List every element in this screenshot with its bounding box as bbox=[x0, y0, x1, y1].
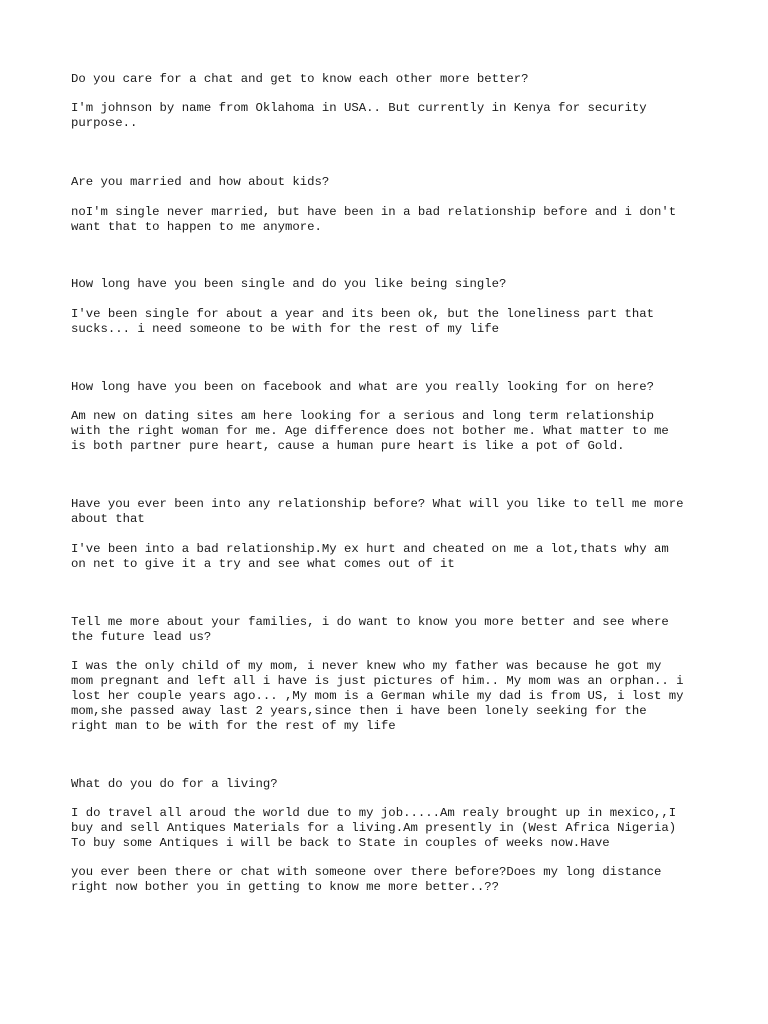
question-7: What do you do for a living? bbox=[71, 777, 278, 791]
question-3: How long have you been single and do you like being single? bbox=[71, 277, 507, 291]
answer-4: Am new on dating sites am here looking for a serious and long term relationship with the right woman for me. Age difference does not bother me. What matter to me is both partner pure heart, cause a human pure heart is like a pot of Gold. bbox=[71, 409, 669, 453]
question-4: How long have you been on facebook and what are you really looking for on here? bbox=[71, 380, 654, 394]
question-5: Have you ever been into any relationship before? What will you like to tell me more about that bbox=[71, 497, 684, 526]
answer-2: noI'm single never married, but have been in a bad relationship before and i don't want that to happen to me anymore. bbox=[71, 205, 677, 234]
answer-3: I've been single for about a year and its been ok, but the loneliness part that sucks... i need someone to be with for the rest of my life bbox=[71, 307, 654, 336]
answer-5: I've been into a bad relationship.My ex hurt and cheated on me a lot,thats why am on net to give it a try and see what comes out of it bbox=[71, 542, 669, 571]
answer-6: I was the only child of my mom, i never knew who my father was because he got my mom pregnant and left all i have is just pictures of him.. My mom was an orphan.. i lost her couple years ago... ,My mom is a German while my dad is from US, i lost my mom,she passed away last 2 years,since then i have been lonely seeking for the right man to be with for the rest of my life bbox=[71, 659, 684, 733]
answer-1: I'm johnson by name from Oklahoma in USA.. But currently in Kenya for security purpose.. bbox=[71, 101, 647, 130]
answer-7-continuation: you ever been there or chat with someone over there before?Does my long distance right now bother you in getting to know me more better..?? bbox=[71, 865, 662, 894]
answer-7: I do travel all aroud the world due to my job.....Am realy brought up in mexico,,I buy and sell Antiques Materials for a living.Am presently in (West Africa Nigeria) To buy some Antiques i will be back to State in couples of weeks now.Have bbox=[71, 806, 677, 850]
question-6: Tell me more about your families, i do want to know you more better and see where the future lead us? bbox=[71, 615, 669, 644]
question-2: Are you married and how about kids? bbox=[71, 175, 330, 189]
question-1: Do you care for a chat and get to know each other more better? bbox=[71, 72, 529, 86]
